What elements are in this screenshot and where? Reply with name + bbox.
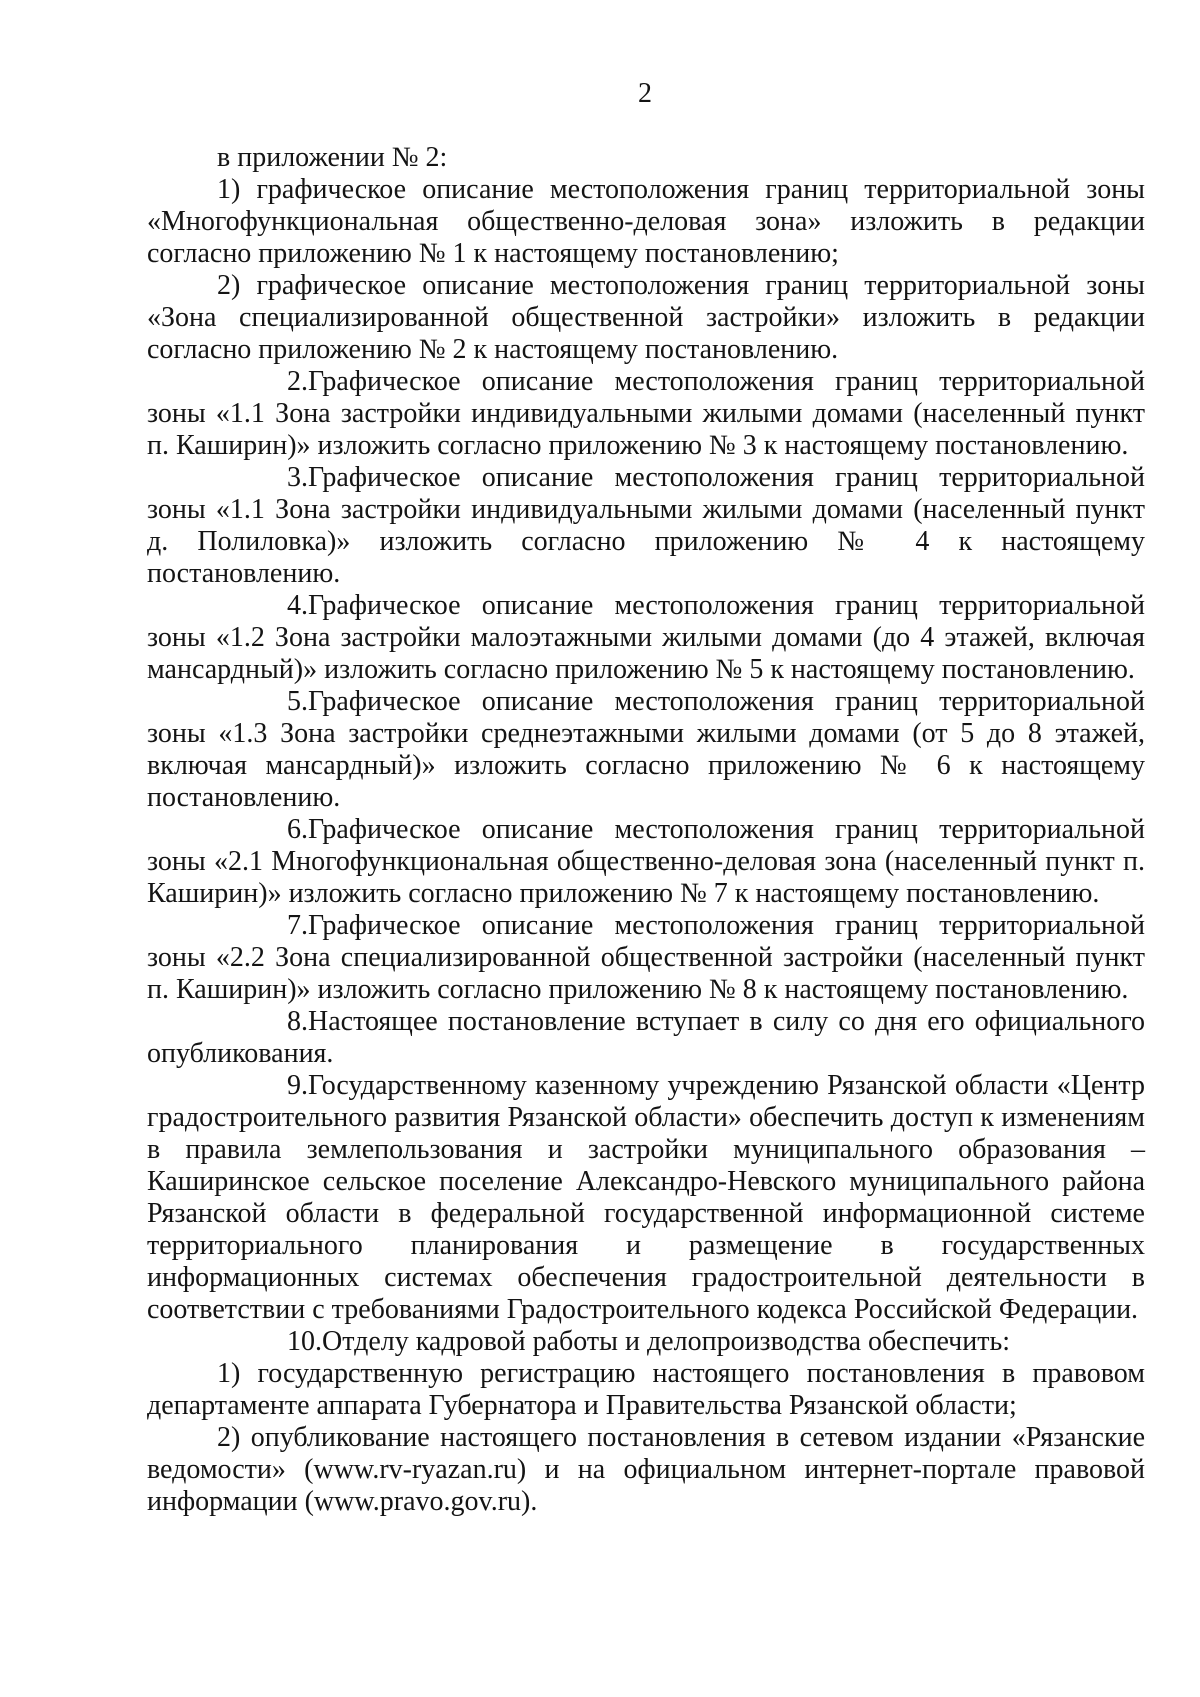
paragraph-subitem-10-2 [147,1422,1145,1518]
paragraph-text: Графическое описание местоположения границ территориальной зоны «2.1 Многофункциональная общественно-деловая зона (населенный пункт п. Каширин)» изложить согласно приложению № 7 к настоящему постановлению. [147,814,1145,909]
paragraph-item-9 [147,1070,1145,1326]
document-body [147,142,1145,1518]
paragraph-item-10 [147,1326,1145,1358]
paragraph-text: 1) графическое описание местоположения границ территориальной зоны «Многофункциональная общественно-деловая зона» изложить в редакции согласно приложению № 1 к настоящему постановлению; [147,174,1145,269]
paragraph-text: Государственному казенному учреждению Рязанской области «Центр градостроительного развития Рязанской области» обеспечить доступ к изменениям в правила землепользования и застройки муниципального образования – Каширинское сельское поселение Александро-Невского муниципального района Рязанской области в федеральной государственной информационной системе территориального планирования и размещение в государственных информационных системах обеспечения градостроительной деятельности в соответствии с требованиями Градостроительного кодекса Российской Федерации. [147,1070,1145,1325]
item-number: 5. [287,686,308,717]
paragraph-text: 1) государственную регистрацию настоящего постановления в правовом департаменте аппарата Губернатора и Правительства Рязанской области; [147,1358,1145,1421]
item-number: 6. [287,814,308,845]
item-number: 7. [287,910,308,941]
item-number: 10. [287,1326,322,1357]
item-number: 4. [287,590,308,621]
paragraph-text: Графическое описание местоположения границ территориальной зоны «1.1 Зона застройки индивидуальными жилыми домами (населенный пункт д. Полиловка)» изложить согласно приложению № 4 к настоящему постановлению. [147,462,1145,589]
paragraph-text: Графическое описание местоположения границ территориальной зоны «1.3 Зона застройки среднеэтажными жилыми домами (от 5 до 8 этажей, включая мансардный)» изложить согласно приложению № 6 к настоящему постановлению. [147,686,1145,813]
paragraph-text: в приложении № 2: [217,142,448,173]
paragraph-item-6 [147,814,1145,910]
paragraph-subitem-10-1 [147,1358,1145,1422]
paragraph-appendix-2-intro [147,142,1145,174]
paragraph-item-8 [147,1006,1145,1070]
paragraph-item-4 [147,590,1145,686]
paragraph-text: Отделу кадровой работы и делопроизводства обеспечить: [322,1326,1011,1357]
paragraph-item-5 [147,686,1145,814]
paragraph-text: 2) графическое описание местоположения границ территориальной зоны «Зона специализированной общественной застройки» изложить в редакции согласно приложению № 2 к настоящему постановлению. [147,270,1145,365]
paragraph-item-7 [147,910,1145,1006]
page-number: 2 [638,78,652,109]
paragraph-text: Графическое описание местоположения границ территориальной зоны «1.1 Зона застройки индивидуальными жилыми домами (населенный пункт п. Каширин)» изложить согласно приложению № 3 к настоящему постановлению. [147,366,1145,461]
paragraph-subitem-2 [147,270,1145,366]
paragraph-item-2 [147,366,1145,462]
item-number: 3. [287,462,308,493]
paragraph-subitem-1 [147,174,1145,270]
paragraph-text: Настоящее постановление вступает в силу со дня его официального опубликования. [147,1006,1145,1069]
paragraph-item-3 [147,462,1145,590]
item-number: 9. [287,1070,308,1101]
paragraph-text: Графическое описание местоположения границ территориальной зоны «1.2 Зона застройки малоэтажными жилыми домами (до 4 этажей, включая мансардный)» изложить согласно приложению № 5 к настоящему постановлению. [147,590,1145,685]
item-number: 2. [287,366,308,397]
item-number: 8. [287,1006,308,1037]
paragraph-text: Графическое описание местоположения границ территориальной зоны «2.2 Зона специализированной общественной застройки (населенный пункт п. Каширин)» изложить согласно приложению № 8 к настоящему постановлению. [147,910,1145,1005]
paragraph-text: 2) опубликование настоящего постановления в сетевом издании «Рязанские ведомости» (www.rv-ryazan.ru) и на официальном интернет-портале правовой информации (www.pravo.gov.ru). [147,1422,1145,1517]
